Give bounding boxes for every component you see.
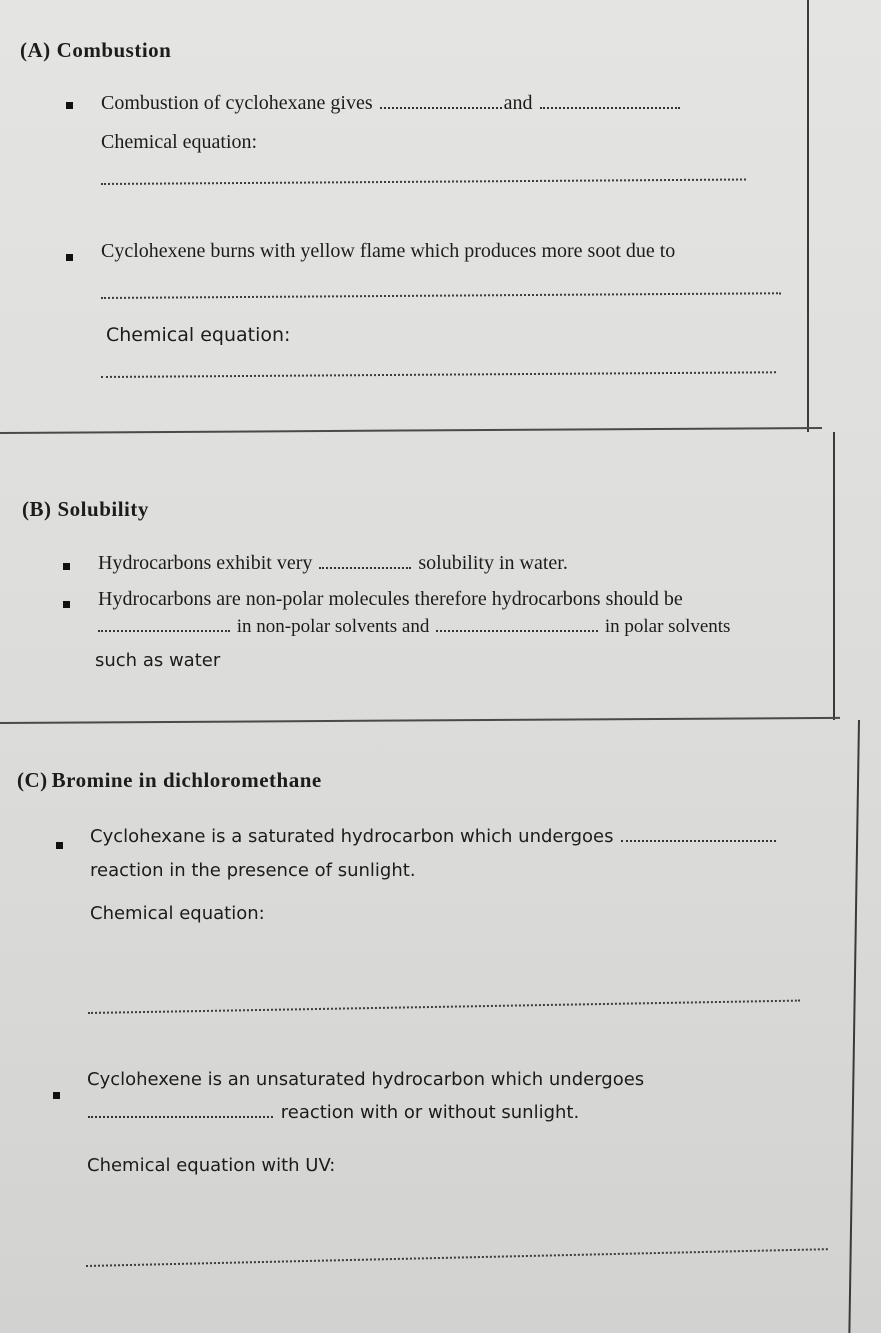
section-a-heading (20, 38, 171, 63)
section-c-eq-label2: Chemical equation with UV: (87, 1155, 336, 1176)
answer-line-a-eq1[interactable] (101, 178, 746, 185)
bullet-a2 (66, 254, 73, 261)
section-a-item2: Cyclohexene burns with yellow flame which produces more soot due to (101, 240, 676, 262)
section-c-item1 (90, 826, 778, 847)
divider-b-c (0, 717, 840, 724)
bullet-b1 (63, 563, 70, 570)
section-b-item2-text2: in non-polar solvents and (236, 616, 430, 637)
right-border-b (833, 432, 835, 720)
answer-blank-a1[interactable] (380, 93, 502, 109)
answer-line-c-eq2[interactable] (86, 1248, 828, 1267)
section-a-title: Combustion (56, 38, 172, 62)
section-c-title: Bromine in dichloromethane (51, 768, 322, 792)
section-b-item2: Hydrocarbons are non-polar molecules therefore hydrocarbons should be (98, 588, 683, 610)
section-b-item1-text2: solubility in water. (418, 552, 568, 574)
right-border-a (807, 0, 809, 432)
section-c-item1-text: Cyclohexane is a saturated hydrocarbon which undergoes (90, 826, 614, 847)
section-c-item2-text2: reaction with or without sunlight. (280, 1102, 580, 1123)
section-a-item1-text1: Combustion of cyclohexane gives (101, 92, 373, 114)
answer-line-a-item2[interactable] (101, 292, 781, 299)
answer-blank-c1[interactable] (621, 826, 776, 842)
section-b-item1 (98, 552, 568, 575)
section-a-item1-text2: and (503, 92, 533, 114)
section-c-heading (17, 768, 322, 793)
bullet-b2 (63, 601, 70, 608)
section-b-item2-cont (96, 616, 730, 638)
bullet-a1 (66, 102, 73, 109)
section-b-heading (22, 497, 149, 522)
answer-blank-b2[interactable] (98, 616, 230, 632)
section-b-title: Solubility (57, 497, 149, 521)
section-a-label: (A) (20, 38, 51, 62)
section-b-label: (B) (22, 497, 52, 521)
section-b-item2-text4: such as water (95, 650, 221, 671)
section-a-eq-label1: Chemical equation: (101, 131, 258, 153)
section-c-item1-text2: reaction in the presence of sunlight. (90, 860, 416, 881)
bullet-c2 (53, 1092, 60, 1099)
section-b-item2-text3: in polar solvents (604, 616, 731, 637)
section-c-label: (C) (17, 768, 48, 792)
section-c-item2: Cyclohexene is an unsaturated hydrocarbon which undergoes (87, 1069, 645, 1090)
section-a-eq-label2: Chemical equation: (106, 324, 291, 346)
answer-line-c-eq1[interactable] (88, 1000, 800, 1014)
answer-blank-c2[interactable] (88, 1102, 273, 1118)
section-c-item2-cont (86, 1102, 579, 1123)
divider-a-b (0, 427, 822, 434)
answer-blank-b1[interactable] (319, 553, 411, 569)
answer-blank-a2[interactable] (540, 93, 680, 109)
section-c-eq-label1: Chemical equation: (90, 903, 265, 924)
bullet-c1 (56, 842, 63, 849)
answer-blank-b3[interactable] (436, 616, 598, 632)
section-b-item1-text1: Hydrocarbons exhibit very (98, 552, 313, 574)
answer-line-a-eq2[interactable] (101, 371, 776, 378)
right-border-c (848, 720, 860, 1333)
section-a-item1 (101, 92, 682, 115)
